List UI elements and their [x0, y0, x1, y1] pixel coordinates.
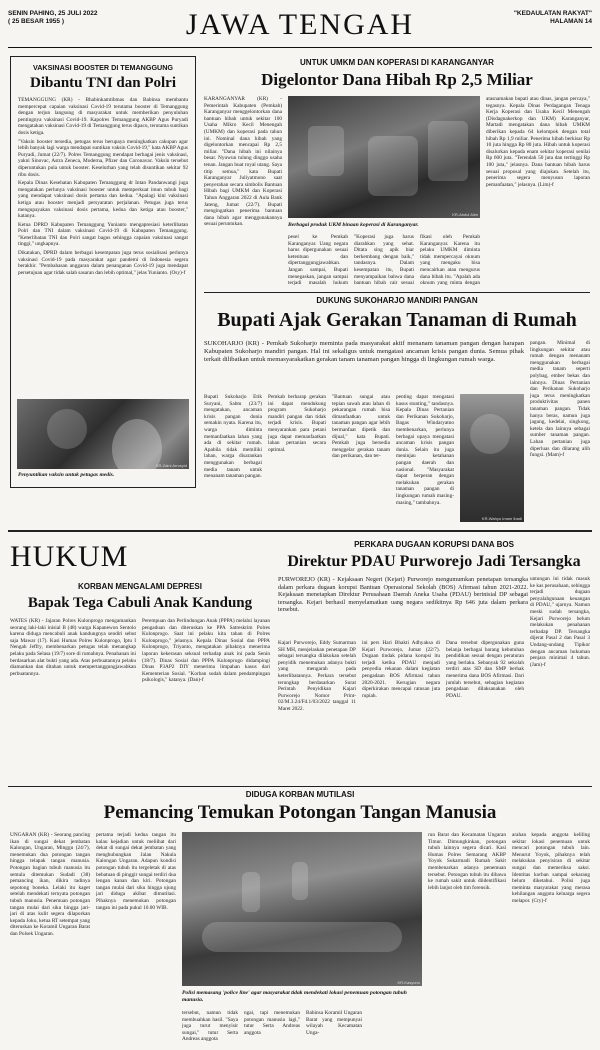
article-column: tersebut, namun tidak membuahkan hasil. "Saya juga turut menyisir sungai," tutur Serta Andreas anggota [182, 1010, 238, 1043]
article-column: Dana tersebut dipergunakan guna belanja berbagai barang kebutuhan pendidikan sesuai dengan peraturan yang berlaku. Sebanyak 92 sekolah terdiri atas SD dan SMP berhak menerima dana BOS Afirmasi. Dari jumlah tersebut, sebagian kegiatan pengadaan dilaksanakan oleh PDAU. [446, 640, 524, 699]
article-column: KARANGANYAR (KR) - Pemerintah Kabupaten (Pemkab) Karanganyar menggelontorkan dana bantuan hibah untuk sekitar 100 Usaha Mikro Kecil Menengah (UMKM) dan koperasi pada tahun ini. Nominal dana hibah yang digelontorkan mencapai Rp 2,5 miliar. "Dana hibah ini nilainya besar. Nyuwun tulung dinggo usaha tenan. Jangan buat royal utang. Saya titip semua," kata Bupati Karanganyar Juliyatmono saat penyerahan secara simbolis Bantuan Hibah bagi UMKM dan Koperasi Tahun Anggaran 2022 di Aula Bank Jateng, Jumat (22/7). Bupati mengingatkan penerima bantuan dana hibah agar menggunakannya sesuai peruntukan. [204, 96, 282, 228]
pangan-photo [460, 394, 524, 522]
article-column: Pemkab berharap gerakan ini dapat mendukung program Sukoharjo mandiri pangan dan tidak terjadi krisis. Bupati menyarankan para petani juga dapat memanfaatkan lahan pertanian secara optimal. [268, 394, 326, 453]
article-headline: Pemancing Temukan Potongan Tangan Manusia [103, 802, 497, 823]
page-number: HALAMAN 14 [550, 18, 592, 25]
article-column: atasnamakan bupati atau dinas, jangan percaya," tegasnya. Kepala Dinas Perdagangan Tenaga Kerja Koperasi dan Usaha Kecil Menengah (Disdagnakerkop dan UKM) Karanganyar, Martadi mengatakan dana hibah UMKM diberikan kepada 64 kelompok dengan total hibah Rp 1,9 miliar. Penerima hibah berkisar Rp 10 juta hingga Rp 80 juta. Hibah untuk koperasi disalurkan kepada enam sekitar koperasi senilai Rp 600 juta. "Terendah 50 juta dan tertinggi Rp 100 juta," jelasnya. Dana bantuan hibah harus sesuai proposal yang diajukan. Setelah itu, penerima segera menyusun laporan pemanfaatan," jelasnya. (Lim)-f [486, 96, 590, 188]
article-column: arahan kepada anggota keliling sekitar lokasi penemuan untuk mencari potongan tubuh lain. Menurut Yoyok, pihaknya telah melakukan penyisiran di sekitar sungai dan memeriksa saksi. Identitas korban sampai sekarang belum diketahui. Polisi juga meminta masyarakat yang merasa kehilangan anggota keluarga segera melapor. (Cry)-f [512, 832, 590, 904]
photo-credit: KR-Abdul Alim [452, 212, 478, 217]
photo-credit: KR-Zaini Arrosyid [155, 463, 187, 468]
article-headline: Digelontor Dana Hibah Rp 2,5 Miliar [261, 70, 533, 89]
article-column: fikasi oleh Pemkab Karanganyar. Karena itu pelaku UMKM diminta tidak mempercayai oknum yang mengaku bisa mencairkan atau mengurus dana hibah itu. "Apalah ada oknum yang minta dengan [420, 234, 480, 286]
article-paragraph: TEMANGGUNG (KR) - Bhabinkamtibmas dan Babinsa membantu mempercepat capaian vaksinasi Covid-19 terutama booster di Temanggung dengan terjun langsung di masyarakat untuk memberikan penyuluhan pentingnya vaksinasi Covid-19. Kapolres Temanggung AKBP Agus Puryadi mengatakan vaksinasi Covid-19 di Temanggung terus dipacu, terutama suntikan dosis ketiga. [18, 97, 188, 136]
article-column: pertama terjadi kedua tangan itu kalau kejadian untuk meliihat dari dekat di sungai dekat jembatan yang menghubungkan Jalan Nakula Kalongan Ungaran. Adapun kondisi potongan tubuh itu tergeletak di atas bebatuan di pinggir sungai terdiri dua lengan kanan dan kiri. Potongan tangan mulai dari siku hingga ujung jari diduga akibat dimutilasi. Pihaknya menemukan potongan tangan ini pada pukul 10.00 WIB. [96, 832, 176, 911]
article-headline: Bupati Ajak Gerakan Tanaman di Rumah [217, 309, 577, 331]
article-kicker: UNTUK UMKM DAN KOPERASI DI KARANGANYAR [300, 58, 494, 67]
article-kicker: KORBAN MENGALAMI DEPRESI [77, 582, 202, 591]
article-kicker: DIDUGA KORBAN MUTILASI [245, 790, 355, 799]
vaksin-photo [17, 399, 189, 469]
article-column: pesel ke Pemkab Karanganyar. Uang negara harus dipergunakan sesuai ketentuan dan dipertanggungjawabkan. Jangan sampai, Bupati menegaskan, jangan sampai terjadi masalah hukum [288, 234, 348, 286]
photo-credit: KR-Wahyu Imam Ibadi [481, 516, 522, 521]
masthead [8, 4, 592, 48]
article-column: Bupati Sukoharjo Etik Suryani, Sabtu (23/7) mengatakan, ancaman krisis pangan dunia semakin nyata. Karena itu, warga diminta memanfaatkan lahan yang ada di sekitar rumah. Apabila tidak memiliki lahan, warga disarankan menggunakan berbagai media tanam untuk menanam tanaman pangan. [204, 394, 262, 480]
article-paragraph: "Vaksin booster tersedia, petugas terus berupaya meningkatkan cakupan agar lebih banyak lagi warga mendapat suntikan vaksin Covid-19," kata AKBP Agus Puryadi, Jumat (22/7). Polres Temanggung mendapat berbagai jenis vaksinasi, yakni Sinovac, Astra Zeneca, Moderna, Pfizer dan Coronavac. Vaksin tersebut diperuntukan pula untuk booster. Keselurhan yang telah disuntikan sekitar 92 ribu dosis. [18, 138, 188, 178]
section-divider [204, 292, 590, 293]
article-headline: Direktur PDAU Purworejo Jadi Tersangka [287, 553, 581, 570]
article-kicker: DUKUNG SUKOHARJO MANDIRI PANGAN [316, 296, 478, 305]
umkm-photo [288, 96, 480, 218]
article-column: pangan. Minimal di lingkungan sekitar atau rumah dengan menanam menggunakan berbagai media tanam seperti polybag, ember bekas dan lainnya. Dinas Pertanian dan Perikanan Sukoharjo juga terus meningkatkan produktivitas panen tanaman pangan. Tidak hanya beras, namun juga jagung, kedelai, singkong, ketela dan lainnya sebagai sumber tanaman pangan. Lahan pertanian juga diperluas dan dilarang alih fungsi. (Mam)-f [530, 340, 590, 459]
article-kicker: VAKSINASI BOOSTER DI TEMANGGUNG [32, 63, 174, 72]
article-column: penting dapat mengatasi kasus stunting," tandasnya. Kepala Dinas Pertanian dan Perikanan Sukoharjo, Bagas Windaryatno membenarkan, perlunya berbagai upaya mengatasi ancaman krisis pangan dunia. Selain itu juga meninjau ketahanan pangan daerah dan nasional. "Masyarakat dapat berperan dengan melakukan gerakan tanaman pangan di lingkungan rumah masing-masing," tambahnya. [396, 394, 454, 506]
article-column: Kajari Purworejo, Eddy Sumarman SH MH, menjelaskan penetapan DP sebagai tersangka dilakukan setelah penyidik menemukan adanya bukti yang mengarah pada keterlibatannya. Perkara tersebut terungkap berdasarkan Surat Perintah Penyidikan Kajari Purworejo Nomor Print-02/M.3.24/Fd.1/03/2022 tanggal 11 Maret 2022. [278, 640, 356, 712]
photo-caption: Polisi memasang 'police line' agar masyarakat tidak mendekati lokasi penemuan potongan tubuh manusia. [182, 990, 407, 1003]
article-paragraph: Kepala Dinas Kesehatan Kabupaten Temanggung dr Intan Pandanwangi juga mengatakan perlunya vaksinasi booster untuk memperkuat imun tubuh bagi yang mendapat vaksinasi dosis pertama dan kedua. "Apalagi kini vaksinasi ketiga atau booster menjadi persyaratan perjalanan. Petugas juga terus mengupayakan vaksinasi dosis pertama, kedua dan ketiga atau booster," katanya. [18, 180, 188, 220]
section-divider [8, 530, 592, 532]
article-kicker: PERKARA DUGAAN KORUPSI DANA BOS [354, 540, 514, 549]
article-column: untungan ini tidak masuk ke kas perusahaan, sehingga terjadi dugaan penyalahgunaan keuangan di PDAU," ujarnya. Namun meski sudah tersangka, Kejari Purworejo belum melakukan penahanan terhadap DP. Tersangka dijerat Pasal 2 dan Pasal 3 Undang-undang Tipikor dengan ancaman hukuman penjara minimal 4 tahun. (Jam)-f [530, 576, 590, 668]
article-vaksin [10, 56, 196, 488]
mutilasi-photo [182, 832, 422, 986]
article-headline: Bapak Tega Cabuli Anak Kandung [27, 595, 253, 611]
article-column: "Bantuan sungai atau tepian sawah atau lahan di pekarangan rumah bisa dimanfaatkan untuk tanaman pangan agar lebih bermanfaat dipetik dan dijual," kata Bupati. Pemkab juga bersedia menggelar gerakan tanam dan perikanan, dan ter- [332, 394, 390, 460]
article-lead: SUKOHARJO (KR) - Pemkab Sukoharjo meminta pada masyarakat aktif menanam tanaman pangan dengan harapan Kabupaten Sukoharjo mandiri pangan. Hal ini sekaligus untuk mengatasi ancaman krisis pangan dunia. Semua pihak terkait dilibatkan untuk memasyarakatkan gerakan tanam tanaman pangan hingga di lingkungan rumah warga. [204, 340, 524, 363]
photo-credit: KR-Kasyono [397, 980, 420, 985]
article-paragraph: Dikatakan, DPRD dalam berbagai kesempatan juga terus sosialisasi perlunya vaksinasi Covid-19 pada masyarakat agar pandemi di Indonesia segera berakhir. "Pembahasan anggaran dalam penanganan Covid-19 juga mendapat persetujuan agar tidak salah sasaran dan lebih optimal," jelas Yunianto. (Osy)-f [18, 250, 188, 276]
article-column: Babinsa Koramil Ungaran Barat yang mempunyai wilayah Kecamatan Unga- [306, 1010, 362, 1036]
article-column: run Barat dan Kecamatan Ungaran Timur. Dimungkinkan, potongan tubuh lainnya segera dicari. Kasi Humas Polres Semarang AKBP Yoyok Sukarmadi Rumah Sakit membenarkan adanya penemuan tersebut. Potongan tubuh itu dibawa ke rumah sakit untuk diidentifikasi lebih lanjut oleh tim forensik. [428, 832, 506, 891]
article-column: UNGARAN (KR) - Seorang pancing ikan di sungai dekat jembatan Kalongan, Ungaran, Minggu (24/7), menemukan dua potongan tangan hingga telapak tangan manusia. Potongan bagian tubuh manusia itu semula ditemukan Sudadi (38) pemancing ikan, dikira tadinya sepotong boneka. Lelaki itu kaget setelah mendekati ternyata potongan tubuh manusia. Penemuan potongan tangan mulai dari siku hingga jari-jari di atas kulit segera dilaporkan kepada Joko, ketua RT setempat yang diteruskan ke Koramil Ungaran Barat dan Polsek Ungaran. [10, 832, 90, 937]
article-column: ngai, tapi menemukan potongan manusia lagi," tutur Serta Andreas anggota [244, 1010, 300, 1036]
article-paragraph: Ketua DPRD Kabupaten Temanggung Yunianto mengapresiasi keterlibatan Polri dan TNI dalam vaksinasi Covid-19 di Kabupaten Temanggung. "Keterlibatan TNI dan Polri sangat bagus sehingga capaian vaksinasi sangat tinggi," ungkapnya. [18, 221, 188, 248]
section-title: JAWA TENGAH [185, 8, 415, 41]
issue-date: SENIN PAHING, 25 JULI 2022 [8, 10, 98, 17]
masthead-paper-block [514, 10, 592, 26]
paper-name: "KEDAULATAN RAKYAT" [513, 10, 592, 17]
article-column: Perempuan dan Perlindungan Anak (PPPA) melalui layanan pengaduan dan diteruskan ke PPA Satreskrim Polres Kulonprogo. Saat ini pelaku kita tahan di Polres Kulonprogo," jelasnya. Kepala Dinas Sosial dan PPPA Kulonprogo, Triyanto, mengatakan pihaknya menerima laporan kekerasan seksual terhadap anak ini pada Senin (18/7). Dinas Sosial dan PPPA Kulonprogo didampingi Dinas P3AP2 DIY menerima limpahan kasus dari Kementerian Sosial. "Korban sudah dalam pendampingan psikologis," katanya. (Dan)-f [142, 618, 270, 684]
photo-caption: Berbagai produk UKM binaan koperasi di Karanganyar. [288, 222, 419, 228]
article-column: WATES (KR) - Jajaran Polres Kulonprogo mengamankan seorang laki-laki inisial B (48) warga Kapanewon Sentolo karena diduga mencabuli anak kandungnya sendiri sebut saja Mawar (17). Kasi Humas Polres Kulonprogo, Iptu I Nengah Jeffry, membenarkan petugas telah menangkap pelaku pada Selasa (19/7) sore di rumahnya. Penahanan ini berdasarkan alat bukti yang ada. Atas perbuatannya pelaku diamankan dan ditahan untuk mempertanggungjawabkan perbuatannya. [10, 618, 136, 677]
article-column: ini pers Hari Bhakti Adhyaksa di Kejari Purworejo, Jumat (22/7). Dugaan tindak pidana korupsi itu terjadi ketika PDAU menjadi penyedia rekanan dalam kegiatan pengadaan BOS Afirmasi tahun 2020-2021. Kerugian negara diperkirakan mencapai ratusan juta rupiah. [362, 640, 440, 699]
article-column: "Koperasi juga harus diarahkan yang sehat. Ditata sing apik biar berkembang dengan baik," tandasnya. Dalam kesempatan itu, Bupati menyampaikan bahwa dana bantuan hibah cair sesuai [354, 234, 414, 286]
article-lead: PURWOREJO (KR) - Kejaksaan Negeri (Kejari) Purworejo mengumumkan penetapan tersangka dalam perkara dugaan korupsi Bantuan Operasional Sekolah (BOS) Afirmasi tahun 2021-2022. Kejaksaan menetapkan Direktur Perusahaan Daerah Aneka Usaha (PDAU) berinisial DP sebagai tersangka. Kejari berhasil menyelamatkan uang negara sedikitnya Rp 646 juta dalam perkara tersebut. [278, 576, 528, 614]
section-label-hukum: HUKUM [10, 540, 129, 573]
article-headline: Dibantu TNI dan Polri [29, 75, 176, 91]
javanese-date: ( 25 BESAR 1955 ) [8, 18, 64, 25]
photo-caption: Penyuntikan vaksin untuk petugas medis. [18, 472, 115, 478]
section-divider [8, 786, 592, 787]
